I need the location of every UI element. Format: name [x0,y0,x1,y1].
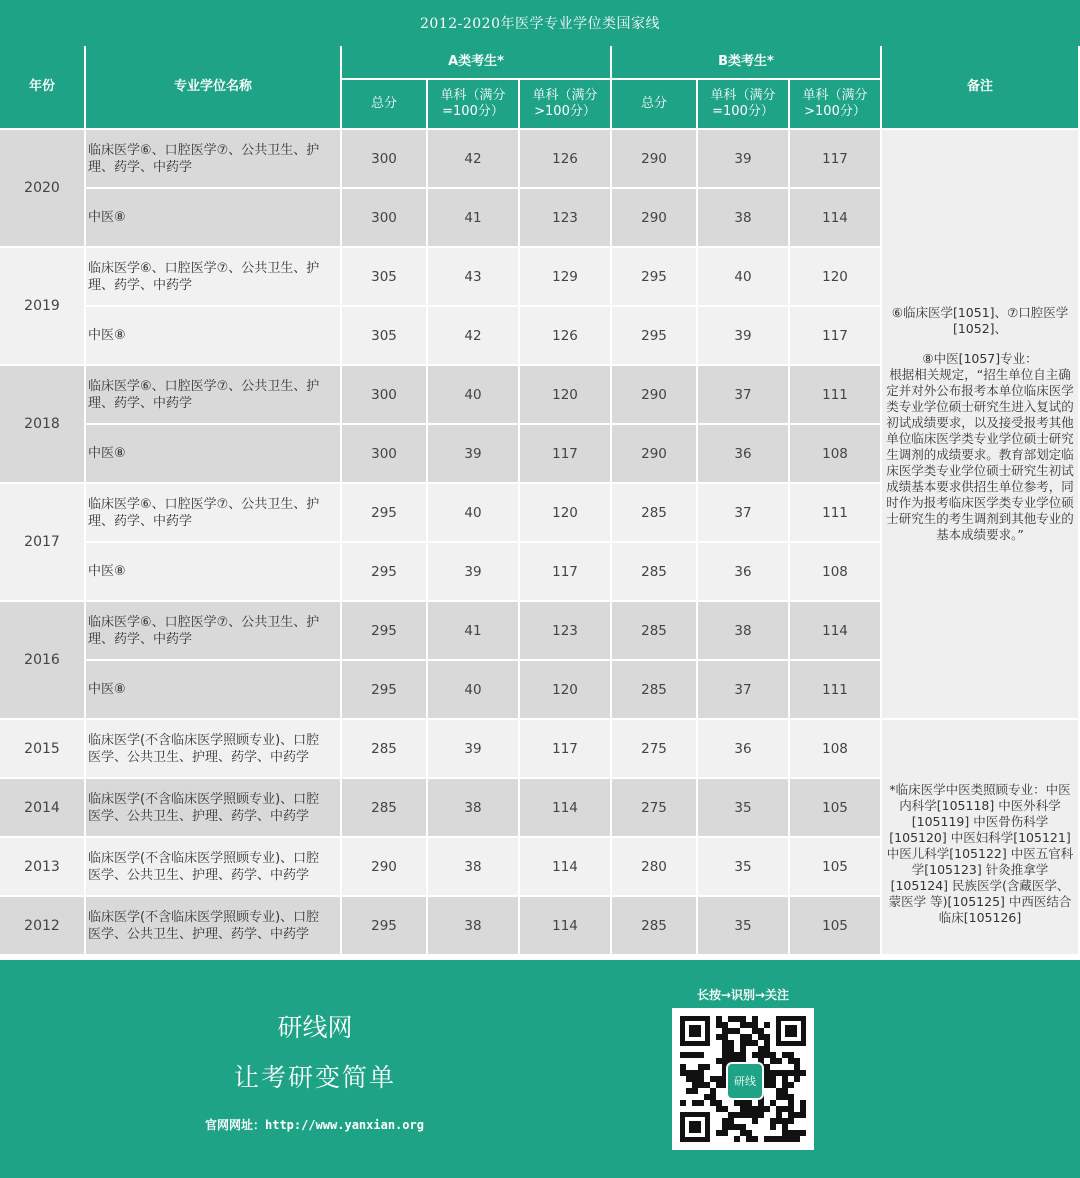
header-group-b: B类考生* [612,46,882,80]
qr-caption: 长按→识别→关注 [696,988,790,1002]
remark-line: ⑧中医[1057]专业： [922,351,1038,366]
score-b-single-gt100: 117 [790,307,882,366]
score-a-single-gt100: 120 [520,484,612,543]
score-b-total: 285 [612,543,698,602]
header-a-single-100: 单科（满分=100分） [428,80,520,130]
score-b-single-gt100: 111 [790,661,882,720]
score-b-single-100: 39 [698,130,790,189]
remark-cell-top [882,130,1080,720]
score-b-single-gt100: 108 [790,720,882,779]
remark-body: 根据相关规定，“招生单位自主确定并对外公布报考本单位临床医学类专业学位硕士研究生进入复试的初试成绩要求，以及接受报考其他单位临床医学类专业学位硕士研究生调剂的成绩要求。教育部划定临床医学类专业学位硕士研究生初试成绩基本要求供招生单位参考，同时作为报考临床医学类专业学位硕士研究生的考生调剂到其他专业的基本成绩要求。” [886,367,1074,542]
year-cell: 2016 [0,602,86,720]
score-a-single-gt100: 126 [520,307,612,366]
score-a-single-100: 42 [428,130,520,189]
score-a-single-gt100: 117 [520,543,612,602]
score-table [0,46,1080,960]
major-cell: 临床医学⑥、口腔医学⑦、公共卫生、护理、药学、中药学 [86,484,342,543]
score-a-single-100: 38 [428,897,520,956]
header-remark: 备注 [882,46,1080,130]
score-a-total: 300 [342,189,428,248]
score-a-total: 295 [342,897,428,956]
score-a-single-100: 40 [428,661,520,720]
major-cell: 临床医学⑥、口腔医学⑦、公共卫生、护理、药学、中药学 [86,248,342,307]
major-cell: 中医⑧ [86,189,342,248]
score-b-total: 285 [612,602,698,661]
header-group-a: A类考生* [342,46,612,80]
website-link[interactable]: 官网网址：http://www.yanxian.org [205,1118,424,1132]
score-a-single-gt100: 114 [520,838,612,897]
score-b-single-100: 39 [698,307,790,366]
major-cell: 中医⑧ [86,543,342,602]
score-b-single-100: 37 [698,366,790,425]
score-a-single-100: 40 [428,366,520,425]
header-b-total: 总分 [612,80,698,130]
score-b-total: 285 [612,484,698,543]
header-a-total: 总分 [342,80,428,130]
score-a-single-100: 41 [428,602,520,661]
score-b-single-100: 35 [698,838,790,897]
year-cell: 2015 [0,720,86,779]
score-a-total: 295 [342,543,428,602]
score-a-total: 295 [342,661,428,720]
score-b-single-gt100: 114 [790,602,882,661]
header-a-single-gt100: 单科（满分>100分） [520,80,612,130]
score-b-single-gt100: 105 [790,779,882,838]
score-a-total: 305 [342,307,428,366]
score-b-single-100: 40 [698,248,790,307]
score-b-single-gt100: 105 [790,838,882,897]
score-a-total: 300 [342,130,428,189]
score-a-single-100: 38 [428,779,520,838]
remark-line: ⑥临床医学[1051]、⑦口腔医学[1052]、 [891,305,1069,336]
score-a-single-100: 40 [428,484,520,543]
year-cell: 2019 [0,248,86,366]
score-a-total: 295 [342,602,428,661]
year-cell: 2014 [0,779,86,838]
score-a-single-100: 38 [428,838,520,897]
year-cell: 2020 [0,130,86,248]
score-a-single-gt100: 126 [520,130,612,189]
major-cell: 临床医学(不含临床医学照顾专业)、口腔医学、公共卫生、护理、药学、中药学 [86,720,342,779]
score-a-total: 285 [342,779,428,838]
year-cell: 2017 [0,484,86,602]
score-b-single-gt100: 105 [790,897,882,956]
major-cell: 临床医学⑥、口腔医学⑦、公共卫生、护理、药学、中药学 [86,366,342,425]
score-b-total: 275 [612,779,698,838]
score-a-total: 290 [342,838,428,897]
score-b-total: 285 [612,897,698,956]
score-a-total: 300 [342,425,428,484]
score-b-total: 285 [612,661,698,720]
score-b-single-gt100: 108 [790,543,882,602]
header-major: 专业学位名称 [86,46,342,130]
score-b-total: 290 [612,425,698,484]
score-a-total: 305 [342,248,428,307]
score-b-single-gt100: 120 [790,248,882,307]
score-b-total: 290 [612,189,698,248]
score-a-single-gt100: 120 [520,661,612,720]
qr-logo-badge: 研线 [726,1062,764,1100]
score-a-total: 285 [342,720,428,779]
major-cell: 临床医学⑥、口腔医学⑦、公共卫生、护理、药学、中药学 [86,602,342,661]
qr-code[interactable] [672,1008,814,1150]
major-cell: 中医⑧ [86,307,342,366]
score-a-single-100: 43 [428,248,520,307]
major-cell: 中医⑧ [86,661,342,720]
score-a-single-gt100: 129 [520,248,612,307]
score-b-single-100: 36 [698,543,790,602]
year-cell: 2018 [0,366,86,484]
major-cell: 临床医学(不含临床医学照顾专业)、口腔医学、公共卫生、护理、药学、中药学 [86,838,342,897]
year-cell: 2013 [0,838,86,897]
header-b-single-100: 单科（满分=100分） [698,80,790,130]
score-a-total: 295 [342,484,428,543]
score-a-total: 300 [342,366,428,425]
remark-cell-bottom [882,720,1080,956]
score-a-single-100: 39 [428,720,520,779]
major-cell: 中医⑧ [86,425,342,484]
score-a-single-gt100: 114 [520,779,612,838]
score-b-total: 295 [612,248,698,307]
score-b-single-100: 37 [698,661,790,720]
score-a-single-100: 42 [428,307,520,366]
score-b-single-gt100: 111 [790,366,882,425]
header-year: 年份 [0,46,86,130]
score-b-total: 290 [612,130,698,189]
score-a-single-100: 41 [428,189,520,248]
score-b-single-100: 36 [698,720,790,779]
brand-name: 研线网 [277,1013,353,1042]
score-b-single-100: 38 [698,189,790,248]
slogan: 让考研变简单 [233,1063,396,1092]
score-b-single-100: 36 [698,425,790,484]
major-cell: 临床医学⑥、口腔医学⑦、公共卫生、护理、药学、中药学 [86,130,342,189]
major-cell: 临床医学(不含临床医学照顾专业)、口腔医学、公共卫生、护理、药学、中药学 [86,897,342,956]
score-b-single-gt100: 117 [790,130,882,189]
score-a-single-gt100: 120 [520,366,612,425]
page-title: 2012-2020年医学专业学位类国家线 [0,0,1080,46]
score-a-single-gt100: 117 [520,720,612,779]
major-cell: 临床医学(不含临床医学照顾专业)、口腔医学、公共卫生、护理、药学、中药学 [86,779,342,838]
footer [0,960,1080,1178]
score-b-total: 290 [612,366,698,425]
year-cell: 2012 [0,897,86,956]
score-b-single-100: 35 [698,779,790,838]
remark-body: *临床医学中医类照顾专业：中医内科学[105118] 中医外科学[105119] 中医骨伤科学[105120] 中医妇科学[105121] 中医儿科学[105122] 中医五官科学[105123] 针灸推拿学[105124] 民族医学(含藏医学、蒙医学 等)[105125] 中西医结合临床[105126] [886,782,1074,925]
score-b-single-gt100: 111 [790,484,882,543]
score-b-single-gt100: 114 [790,189,882,248]
score-b-single-100: 35 [698,897,790,956]
score-a-single-gt100: 114 [520,897,612,956]
score-b-single-100: 37 [698,484,790,543]
score-a-single-100: 39 [428,425,520,484]
score-b-total: 295 [612,307,698,366]
score-b-single-100: 38 [698,602,790,661]
score-b-single-gt100: 108 [790,425,882,484]
header-b-single-gt100: 单科（满分>100分） [790,80,882,130]
score-b-total: 280 [612,838,698,897]
score-a-single-gt100: 123 [520,602,612,661]
score-a-single-100: 39 [428,543,520,602]
score-a-single-gt100: 117 [520,425,612,484]
score-a-single-gt100: 123 [520,189,612,248]
score-b-total: 275 [612,720,698,779]
